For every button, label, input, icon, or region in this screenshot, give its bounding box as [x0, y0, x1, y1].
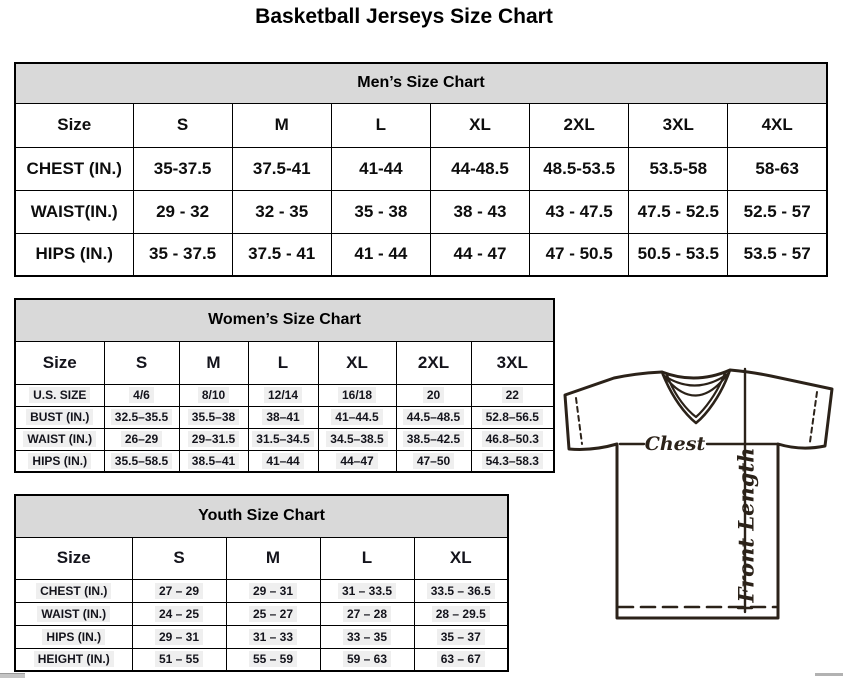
table-cell: 44 - 47 [430, 233, 529, 276]
cell-text: 35.5–58.5 [111, 453, 172, 469]
table-row [15, 190, 827, 233]
column-header: Size [15, 341, 104, 384]
cell-text: 22 [502, 387, 523, 403]
column-header: 2XL [530, 103, 629, 147]
cell-text: 38.5–41 [188, 453, 239, 469]
table-cell: 37.5-41 [232, 147, 331, 190]
cell-text: 35.5–38 [188, 409, 239, 425]
column-header: L [248, 341, 318, 384]
table-cell: 35 - 38 [331, 190, 430, 233]
row-label [15, 406, 104, 428]
row-label [15, 579, 132, 602]
table-cell [226, 579, 320, 602]
cell-text: 31.5–34.5 [252, 431, 313, 447]
table-cell: 50.5 - 53.5 [629, 233, 728, 276]
table-cell [396, 450, 471, 472]
jersey-measurement-diagram [556, 362, 843, 624]
cell-text: 63 – 67 [437, 651, 485, 667]
table-cell [318, 450, 396, 472]
table-row [15, 625, 508, 648]
cell-text: 33.5 – 36.5 [427, 583, 495, 599]
youth-size-table [14, 494, 509, 672]
table-cell: 38 - 43 [430, 190, 529, 233]
table-cell [132, 625, 226, 648]
table-cell [104, 384, 179, 406]
row-label-text: U.S. SIZE [29, 387, 90, 403]
cell-text: 29 – 31 [249, 583, 297, 599]
column-header: XL [318, 341, 396, 384]
table-cell: 35 - 37.5 [133, 233, 232, 276]
column-header: M [232, 103, 331, 147]
table-cell [318, 428, 396, 450]
scrollbar-fragment-left[interactable] [0, 673, 25, 678]
scrollbar-fragment-right[interactable] [815, 673, 843, 676]
womens-table-title: Women’s Size Chart [15, 299, 554, 341]
cell-text: 38–41 [262, 409, 303, 425]
page-title: Basketball Jerseys Size Chart [255, 5, 553, 28]
table-cell [320, 648, 414, 671]
mens-table-title: Men’s Size Chart [15, 63, 827, 103]
row-label [15, 384, 104, 406]
table-cell: 35-37.5 [133, 147, 232, 190]
cell-text: 59 – 63 [343, 651, 391, 667]
cell-text: 20 [423, 387, 444, 403]
table-cell: 47 - 50.5 [530, 233, 629, 276]
column-header: XL [414, 537, 508, 579]
table-cell [248, 450, 318, 472]
table-cell: 32 - 35 [232, 190, 331, 233]
table-cell [248, 384, 318, 406]
table-cell [318, 406, 396, 428]
table-cell [104, 450, 179, 472]
table-cell [318, 384, 396, 406]
cell-text: 31 – 33 [249, 629, 297, 645]
column-header: L [331, 103, 430, 147]
column-header: S [104, 341, 179, 384]
cell-text: 28 – 29.5 [432, 606, 490, 622]
row-label-text: CHEST (IN.) [36, 583, 111, 599]
cell-text: 31 – 33.5 [338, 583, 396, 599]
table-cell [320, 602, 414, 625]
column-header: 2XL [396, 341, 471, 384]
row-label: WAIST(IN.) [15, 190, 133, 233]
column-header: Size [15, 537, 132, 579]
cell-text: 25 – 27 [249, 606, 297, 622]
table-cell [179, 384, 248, 406]
table-cell [132, 602, 226, 625]
table-cell [226, 648, 320, 671]
table-cell [471, 450, 554, 472]
cell-text: 41–44 [262, 453, 303, 469]
cell-text: 44.5–48.5 [403, 409, 464, 425]
table-cell [471, 406, 554, 428]
table-cell [320, 625, 414, 648]
row-label-text: WAIST (IN.) [23, 431, 96, 447]
table-cell: 29 - 32 [133, 190, 232, 233]
column-header: Size [15, 103, 133, 147]
cell-text: 27 – 29 [155, 583, 203, 599]
cell-text: 33 – 35 [343, 629, 391, 645]
cell-text: 12/14 [264, 387, 302, 403]
cell-text: 34.5–38.5 [326, 431, 387, 447]
cell-text: 35 – 37 [437, 629, 485, 645]
mens-size-table [14, 62, 828, 277]
row-label-text: HIPS (IN.) [28, 453, 91, 469]
front-length-label: Front Length [733, 447, 759, 603]
table-cell [226, 602, 320, 625]
cell-text: 41–44.5 [331, 409, 382, 425]
column-header: S [133, 103, 232, 147]
table-cell [414, 602, 508, 625]
table-cell: 41 - 44 [331, 233, 430, 276]
table-cell: 41-44 [331, 147, 430, 190]
column-header: 4XL [728, 103, 827, 147]
column-header: 3XL [471, 341, 554, 384]
cell-text: 16/18 [338, 387, 376, 403]
table-row [15, 450, 554, 472]
table-cell [179, 428, 248, 450]
table-cell: 58-63 [728, 147, 827, 190]
column-header: 3XL [629, 103, 728, 147]
table-cell [248, 406, 318, 428]
row-label: HIPS (IN.) [15, 233, 133, 276]
row-label [15, 428, 104, 450]
column-header: XL [430, 103, 529, 147]
cell-text: 54.3–58.3 [482, 453, 543, 469]
table-cell [414, 648, 508, 671]
column-header: M [179, 341, 248, 384]
cell-text: 46.8–50.3 [482, 431, 543, 447]
table-row [15, 428, 554, 450]
left-sleeve-stitch-line [576, 398, 582, 444]
row-label [15, 450, 104, 472]
cell-text: 27 – 28 [343, 606, 391, 622]
table-cell [104, 428, 179, 450]
table-cell [414, 579, 508, 602]
row-label-text: WAIST (IN.) [37, 606, 110, 622]
table-cell [104, 406, 179, 428]
table-cell [248, 428, 318, 450]
table-cell [396, 428, 471, 450]
cell-text: 47–50 [413, 453, 454, 469]
column-header: L [320, 537, 414, 579]
cell-text: 26–29 [121, 431, 162, 447]
cell-text: 44–47 [336, 453, 377, 469]
row-label [15, 648, 132, 671]
table-cell [132, 648, 226, 671]
table-row [15, 602, 508, 625]
table-cell [471, 428, 554, 450]
jersey-outline [565, 370, 832, 618]
table-cell [396, 384, 471, 406]
table-cell: 47.5 - 52.5 [629, 190, 728, 233]
cell-text: 52.8–56.5 [482, 409, 543, 425]
cell-text: 55 – 59 [249, 651, 297, 667]
cell-text: 29 – 31 [155, 629, 203, 645]
table-cell: 48.5-53.5 [530, 147, 629, 190]
row-label [15, 602, 132, 625]
cell-text: 32.5–35.5 [111, 409, 172, 425]
table-cell [320, 579, 414, 602]
table-row [15, 147, 827, 190]
table-cell [414, 625, 508, 648]
youth-table-title: Youth Size Chart [15, 495, 508, 537]
table-cell [471, 384, 554, 406]
table-row [15, 384, 554, 406]
chest-label: Chest [644, 433, 706, 455]
column-header: S [132, 537, 226, 579]
table-cell [179, 406, 248, 428]
cell-text: 51 – 55 [155, 651, 203, 667]
table-cell: 53.5-58 [629, 147, 728, 190]
row-label: CHEST (IN.) [15, 147, 133, 190]
table-row [15, 233, 827, 276]
row-label [15, 625, 132, 648]
row-label-text: HEIGHT (IN.) [34, 651, 114, 667]
cell-text: 8/10 [198, 387, 229, 403]
table-row [15, 648, 508, 671]
womens-size-table [14, 298, 555, 473]
right-sleeve-stitch-line [810, 392, 817, 442]
table-cell [396, 406, 471, 428]
cell-text: 29–31.5 [188, 431, 239, 447]
cell-text: 38.5–42.5 [403, 431, 464, 447]
table-cell: 52.5 - 57 [728, 190, 827, 233]
table-cell [226, 625, 320, 648]
row-label-text: BUST (IN.) [26, 409, 93, 425]
column-header: M [226, 537, 320, 579]
table-cell [132, 579, 226, 602]
table-row [15, 579, 508, 602]
table-row [15, 406, 554, 428]
table-cell: 53.5 - 57 [728, 233, 827, 276]
table-cell: 44-48.5 [430, 147, 529, 190]
table-cell: 37.5 - 41 [232, 233, 331, 276]
cell-text: 24 – 25 [155, 606, 203, 622]
cell-text: 4/6 [129, 387, 154, 403]
row-label-text: HIPS (IN.) [42, 629, 105, 645]
table-cell: 43 - 47.5 [530, 190, 629, 233]
table-cell [179, 450, 248, 472]
